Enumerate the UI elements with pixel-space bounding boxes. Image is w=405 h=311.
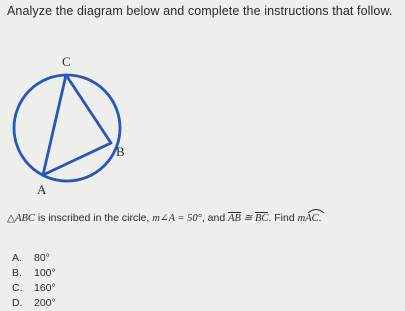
choice-b[interactable] [12,265,56,280]
choice-a-letter: A. [12,251,22,264]
instructions-text: Analyze the diagram below and complete the instructions that follow. [7,4,393,18]
triangle-abc [43,75,111,175]
congruent-symbol: ≅ [240,213,256,224]
question-part-3: . Find [268,212,298,224]
choice-d[interactable] [12,295,56,310]
choice-d-value: 200° [34,296,56,309]
choice-c-letter: C. [12,281,23,294]
question-part-4: . [318,212,322,224]
vertex-label-c: C [62,54,71,69]
inscribed-triangle-diagram [0,0,140,200]
question-text [7,212,322,224]
triangle-symbol: △ABC [7,213,35,224]
arc-ac-label: AC [305,213,319,224]
vertex-label-b: B [116,144,125,159]
arc-ac [305,212,318,224]
segment-bc: BC [255,213,269,224]
choice-a-value: 80° [34,251,50,264]
choice-a[interactable] [12,250,56,265]
choice-b-letter: B. [12,266,22,279]
vertex-label-a: A [37,182,47,197]
choice-b-value: 100° [34,266,56,279]
angle-measure: m∠A = 50° [152,213,202,224]
answer-choices [12,250,56,310]
arc-measure-m: m [297,213,306,224]
question-part-1: is inscribed in the circle, [34,212,153,224]
arc-symbol [307,208,325,214]
segment-ab: AB [228,213,241,224]
choice-c-value: 160° [34,281,56,294]
choice-d-letter: D. [12,296,23,309]
question-part-2: , and [201,212,229,224]
choice-c[interactable] [12,280,56,295]
